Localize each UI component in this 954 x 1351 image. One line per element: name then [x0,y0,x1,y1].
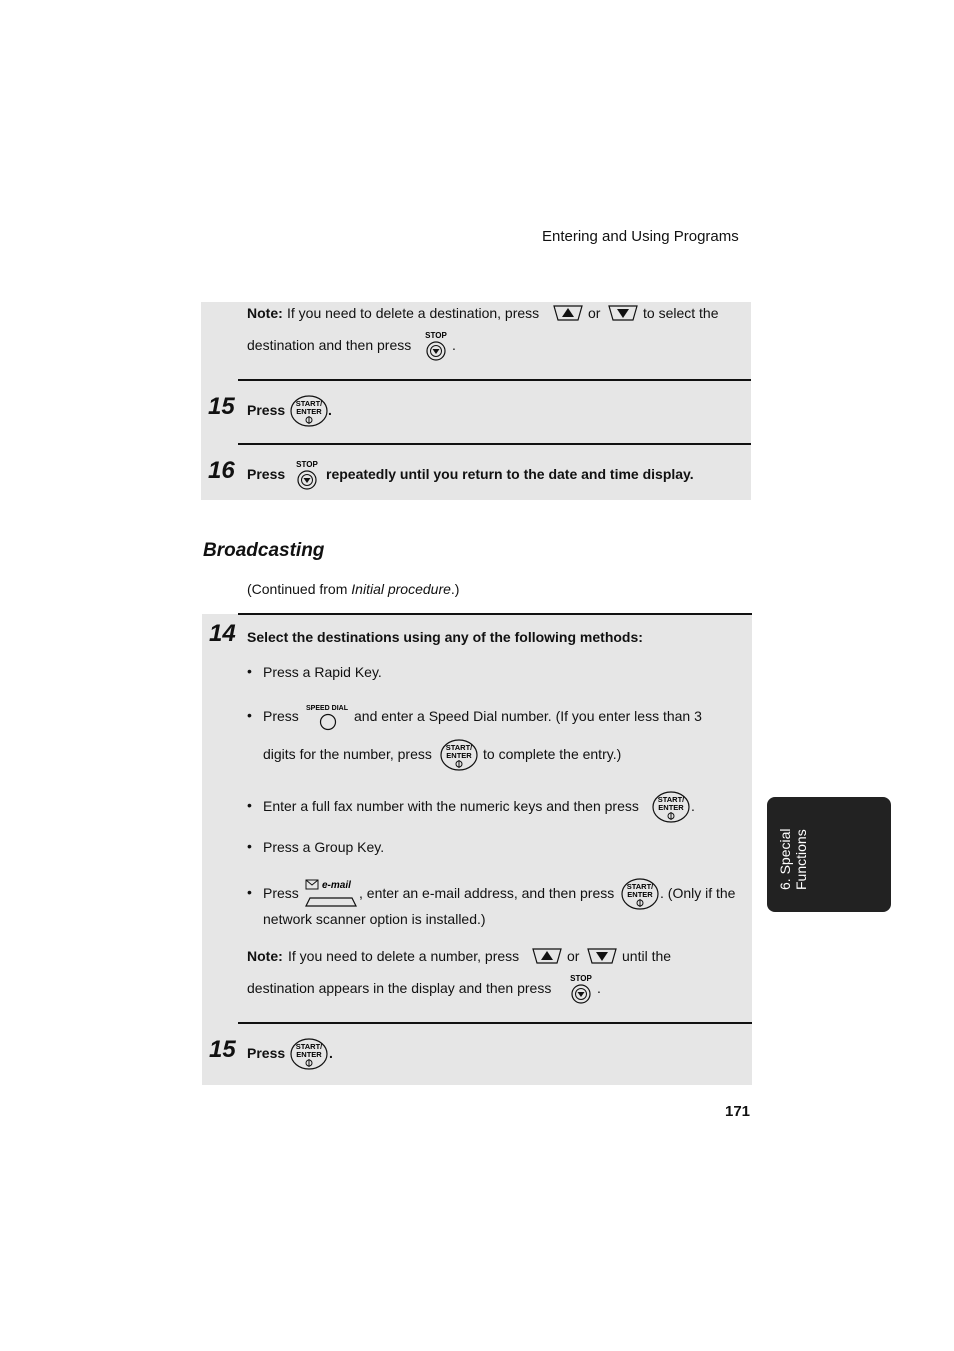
stop-key-icon [422,330,450,362]
note-text: If you need to delete a number, press [288,948,520,964]
bullet-text: network scanner option is installed.) [263,911,486,927]
bullet-dot: • [247,884,252,900]
svg-text:STOP: STOP [296,460,318,469]
bullet-dot: • [247,797,252,813]
note-text: destination appears in the display and then press [247,980,552,996]
svg-text:START/: START/ [295,1042,323,1051]
section-title: Broadcasting [203,540,325,561]
step-number: 15 [208,393,235,420]
speed-dial-key-icon [306,702,348,732]
svg-text:START/: START/ [626,882,654,891]
svg-text:ENTER: ENTER [627,890,653,899]
email-key-icon [304,878,358,908]
svg-text:ENTER: ENTER [658,803,684,812]
running-header: Entering and Using Programs [542,228,739,245]
bullet-text: and enter a Speed Dial number. (If you enter less than 3 [354,708,702,724]
continued-suffix: .) [450,581,460,597]
step-period: . [328,402,332,418]
note-text: until the [622,948,672,964]
up-arrow-key-icon [552,304,584,322]
divider [238,613,752,615]
step-number: 15 [209,1036,236,1063]
svg-text:STOP: STOP [425,331,447,340]
start-enter-key-icon [440,739,478,771]
note-label: Note: [247,948,283,964]
note-or: or [588,305,601,321]
bullet-text: Enter a full fax number with the numeric keys and then press [263,798,639,814]
continued-note [247,580,459,598]
start-enter-key-icon [290,395,328,427]
bullet-dot: • [247,663,252,679]
svg-text:ENTER: ENTER [446,751,472,760]
note-period: . [452,337,456,353]
chapter-tab[interactable] [767,797,891,912]
step-text: Press [247,1045,286,1061]
page-number: 171 [725,1103,751,1120]
bullet-text: Press [263,708,299,724]
svg-text:ENTER: ENTER [296,1050,322,1059]
continued-prefix: (Continued from [247,581,352,597]
step-text: Press [247,402,286,418]
svg-text:e-mail: e-mail [322,880,351,891]
divider [238,1022,752,1024]
stop-key-icon [567,973,595,1005]
down-arrow-key-icon [607,304,639,322]
bullet-text: Press a Rapid Key. [263,664,382,680]
down-arrow-key-icon [586,947,618,965]
bullet-text: Press a Group Key. [263,839,385,855]
step-text: repeatedly until you return to the date and time display. [326,466,694,482]
continued-link-text: Initial procedure [351,581,451,597]
step-title: Select the destinations using any of the following methods: [247,629,643,645]
bullet-period: . [691,798,695,814]
note-text: to select the [643,305,719,321]
svg-text:ENTER: ENTER [296,407,322,416]
bullet-text: , enter an e-mail address, and then press [359,885,615,901]
start-enter-key-icon [290,1038,328,1070]
start-enter-key-icon [621,878,659,910]
svg-text:START/: START/ [445,743,473,752]
bullet-dot: • [247,707,252,723]
svg-text:START/: START/ [657,795,685,804]
step-number: 14 [209,620,236,647]
bullet-text: to complete the entry.) [483,746,622,762]
bullet-text: Press [263,885,299,901]
svg-text:START/: START/ [295,399,323,408]
stop-key-icon [293,459,321,491]
note-text: If you need to delete a destination, press [287,305,540,321]
chapter-tab-line: 6. Special [777,828,793,890]
note-or: or [567,948,580,964]
up-arrow-key-icon [531,947,563,965]
step-number: 16 [208,457,235,484]
divider [238,379,751,381]
bullet-dot: • [247,838,252,854]
bullet-text: digits for the number, press [263,746,432,762]
bullet-text: . (Only if the [660,885,736,901]
start-enter-key-icon [652,791,690,823]
note-label: Note: [247,305,283,321]
svg-text:STOP: STOP [570,974,592,983]
chapter-tab-label [771,797,895,912]
divider [238,443,751,445]
chapter-tab-line: Functions [793,829,809,890]
note-period: . [597,980,601,996]
step-period: . [329,1045,333,1061]
step-text: Press [247,466,286,482]
svg-text:SPEED DIAL: SPEED DIAL [306,705,348,712]
note-text: destination and then press [247,337,412,353]
